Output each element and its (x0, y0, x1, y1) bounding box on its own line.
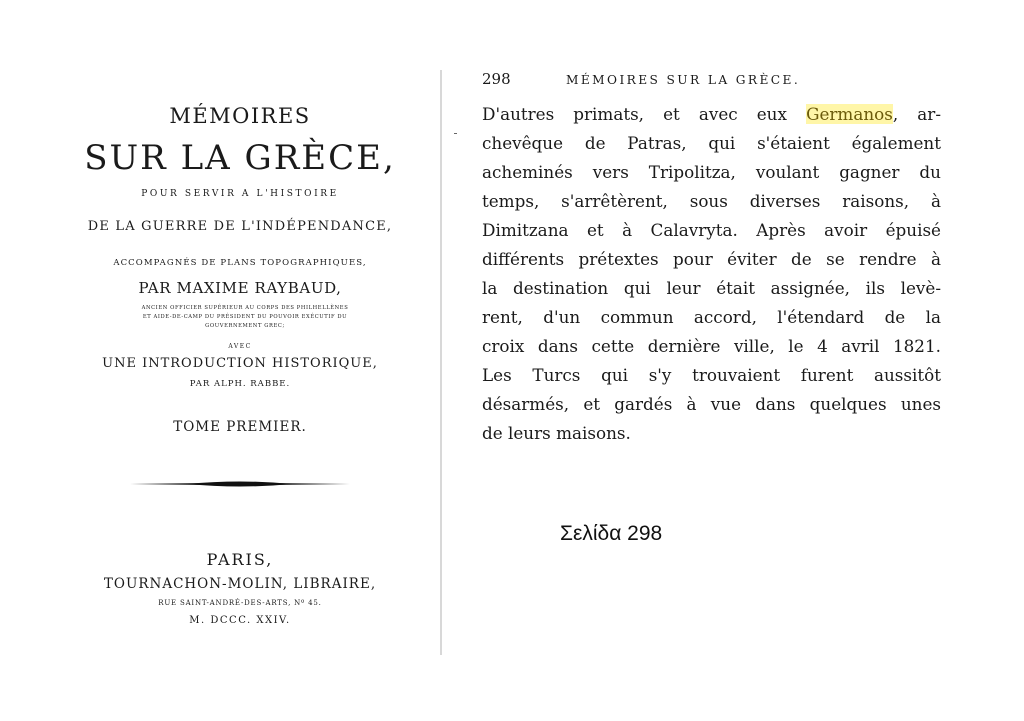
introduction-line: UNE INTRODUCTION HISTORIQUE, (102, 356, 378, 371)
volume-label: TOME PREMIER. (173, 419, 307, 435)
ornament-rule (128, 478, 352, 490)
text-page (458, 62, 964, 472)
text-line: Dimitzana et à Calavryta. Après avoir épuisé (482, 220, 941, 240)
title-page (40, 70, 440, 660)
text-segment: D'autres primats, et avec eux (482, 104, 787, 124)
book-title-line2: SUR LA GRÈCE, (84, 138, 396, 178)
text-line: Les Turcs qui s'y trouvaient furent aussitôt (482, 365, 941, 385)
text-line: temps, s'arrêtèrent, sous diverses raisons, à (482, 191, 941, 211)
book-title-line1: MÉMOIRES (169, 104, 311, 128)
book-subtitle-3: ACCOMPAGNÉS DE PLANS TOPOGRAPHIQUES, (113, 258, 367, 268)
book-author: PAR MAXIME RAYBAUD, (138, 279, 342, 297)
text-line: différents prétextes pour éviter de se rendre à (482, 249, 941, 269)
highlighted-name: Germanos (806, 104, 893, 124)
text-line: désarmés, et gardés à vue dans quelques unes (482, 394, 941, 414)
page-number: 298 (482, 70, 511, 88)
book-subtitle-1: POUR SERVIR A L'HISTOIRE (141, 189, 339, 199)
publisher: TOURNACHON-MOLIN, LIBRAIRE, (103, 576, 377, 592)
publication-city: PARIS, (206, 550, 274, 569)
text-line: de leurs maisons. (482, 423, 631, 443)
scan-mark (454, 133, 457, 134)
text-line: la destination qui leur était assignée, ils levè- (482, 278, 941, 298)
book-subtitle-2: DE LA GUERRE DE L'INDÉPENDANCE, (87, 219, 393, 234)
text-line (482, 104, 941, 124)
text-line: acheminés vers Tripolitza, voulant gagner du (482, 162, 941, 182)
page-caption: Σελίδα 298 (560, 522, 663, 545)
text-line: rent, d'un commun accord, l'étendard de la (482, 307, 941, 327)
publication-date: M. DCCC. XXIV. (189, 615, 291, 626)
avec-label: AVEC (228, 343, 252, 350)
running-head: MÉMOIRES SUR LA GRÈCE. (566, 73, 801, 87)
page-divider (440, 70, 442, 655)
author-credentials: ANCIEN OFFICIER SUPÉRIEUR AU CORPS DES PHILHELLÈNES ET AIDE-DE-CAMP DU PRÉSIDENT DU POUVOIR EXÉCUTIF DU GOUVERNEMENT GREC; (141, 305, 349, 329)
text-segment: , ar- (892, 104, 941, 124)
publisher-address: RUE SAINT-ANDRÉ-DES-ARTS, Nº 45. (158, 599, 322, 607)
text-line: croix dans cette dernière ville, le 4 avril 1821. (482, 336, 941, 356)
text-line: chevêque de Patras, qui s'étaient également (482, 133, 941, 153)
introduction-author: PAR ALPH. RABBE. (189, 379, 291, 389)
